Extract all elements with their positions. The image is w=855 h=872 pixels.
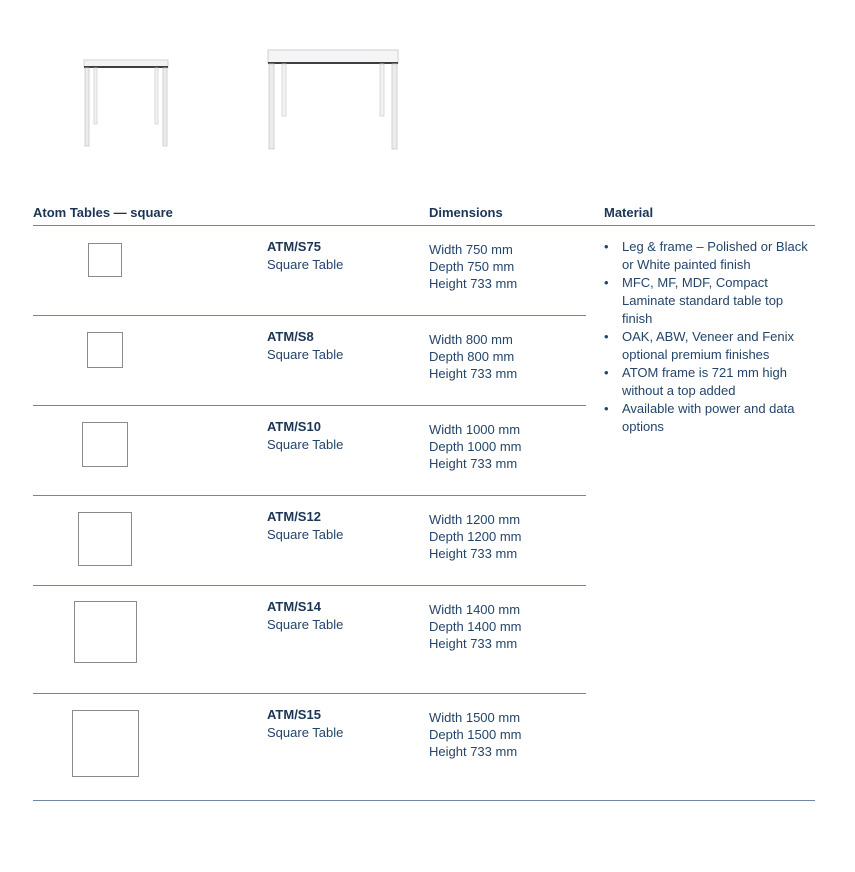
material-item: • ATOM frame is 721 mm high without a top added bbox=[604, 364, 809, 400]
product-dimensions bbox=[429, 241, 517, 292]
header-divider bbox=[33, 225, 815, 226]
small-table-illustration bbox=[80, 58, 172, 150]
product-code: ATM/S14 bbox=[267, 599, 321, 614]
width-value: Width 750 mm bbox=[429, 242, 513, 257]
product-description: Square Table bbox=[267, 527, 344, 542]
product-dimensions bbox=[429, 331, 517, 382]
width-value: Width 1200 mm bbox=[429, 512, 521, 527]
height-value: Height 733 mm bbox=[429, 276, 518, 291]
table-bottom-rule bbox=[33, 800, 815, 801]
product-row bbox=[267, 706, 343, 742]
depth-value: Depth 800 mm bbox=[429, 349, 515, 364]
material-item: • MFC, MF, MDF, Compact Laminate standard table top finish bbox=[604, 274, 809, 328]
product-code: ATM/S12 bbox=[267, 509, 321, 524]
product-code: ATM/S75 bbox=[267, 239, 321, 254]
material-list bbox=[604, 238, 809, 436]
size-swatch-s12 bbox=[78, 512, 132, 566]
product-row bbox=[267, 598, 343, 634]
height-value: Height 733 mm bbox=[429, 366, 518, 381]
row-divider bbox=[33, 585, 586, 586]
product-code: ATM/S8 bbox=[267, 329, 314, 344]
row-divider bbox=[33, 693, 586, 694]
depth-value: Depth 1200 mm bbox=[429, 529, 522, 544]
depth-value: Depth 1400 mm bbox=[429, 619, 522, 634]
product-row bbox=[267, 418, 343, 454]
row-divider bbox=[33, 405, 586, 406]
product-description: Square Table bbox=[267, 437, 344, 452]
product-description: Square Table bbox=[267, 617, 344, 632]
size-swatch-s15 bbox=[72, 710, 139, 777]
product-dimensions bbox=[429, 421, 522, 472]
width-value: Width 1500 mm bbox=[429, 710, 521, 725]
width-value: Width 800 mm bbox=[429, 332, 513, 347]
size-swatch-s8 bbox=[87, 332, 123, 368]
product-row bbox=[267, 328, 343, 364]
row-divider bbox=[33, 495, 586, 496]
material-item: • Available with power and data options bbox=[604, 400, 809, 436]
product-row bbox=[267, 238, 343, 274]
product-row bbox=[267, 508, 343, 544]
product-description: Square Table bbox=[267, 725, 344, 740]
row-divider bbox=[33, 315, 586, 316]
product-description: Square Table bbox=[267, 257, 344, 272]
width-value: Width 1000 mm bbox=[429, 422, 521, 437]
product-code: ATM/S10 bbox=[267, 419, 321, 434]
product-description: Square Table bbox=[267, 347, 344, 362]
large-table-illustration bbox=[264, 48, 404, 152]
material-heading: Material bbox=[604, 205, 654, 220]
height-value: Height 733 mm bbox=[429, 636, 518, 651]
range-heading: Atom Tables — square bbox=[33, 205, 173, 220]
dimensions-heading: Dimensions bbox=[429, 205, 503, 220]
height-value: Height 733 mm bbox=[429, 546, 518, 561]
size-swatch-s14 bbox=[74, 601, 137, 663]
size-swatch-s10 bbox=[82, 422, 128, 467]
depth-value: Depth 1500 mm bbox=[429, 727, 522, 742]
depth-value: Depth 1000 mm bbox=[429, 439, 522, 454]
product-dimensions bbox=[429, 511, 522, 562]
height-value: Height 733 mm bbox=[429, 744, 518, 759]
size-swatch-s75 bbox=[88, 243, 122, 277]
depth-value: Depth 750 mm bbox=[429, 259, 515, 274]
material-item: • Leg & frame – Polished or Black or White painted finish bbox=[604, 238, 809, 274]
height-value: Height 733 mm bbox=[429, 456, 518, 471]
material-item: • OAK, ABW, Veneer and Fenix optional premium finishes bbox=[604, 328, 809, 364]
width-value: Width 1400 mm bbox=[429, 602, 521, 617]
product-dimensions bbox=[429, 709, 522, 760]
product-code: ATM/S15 bbox=[267, 707, 321, 722]
product-dimensions bbox=[429, 601, 522, 652]
